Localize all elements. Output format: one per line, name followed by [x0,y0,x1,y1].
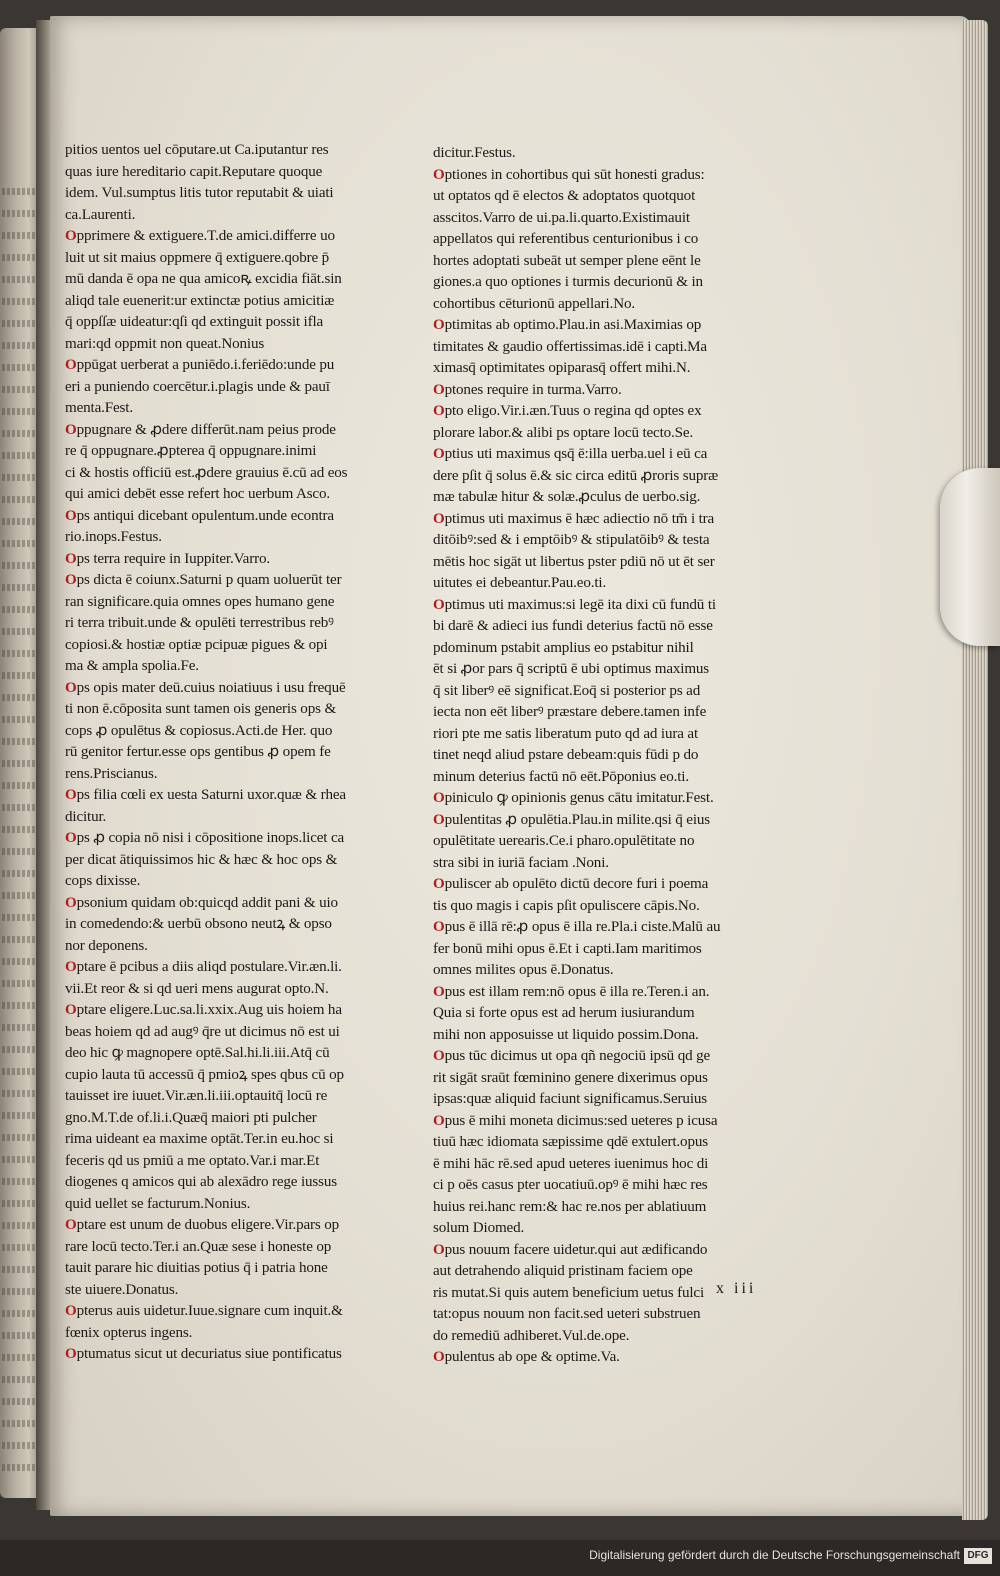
text-line: idem. Vul.sumptus litis tutor reputabit & uiati [65,185,334,201]
facing-page-text-trace [2,386,36,393]
text-line: Opus ē illā rē:ꝓ opus ē illa re.Pla.i ciste.Malū au [433,919,721,935]
facing-page-text-trace [2,1420,36,1427]
rubricated-initial: O [65,421,77,438]
text-line: mētis hoc sigāt ut libertus pster pdiū nō ut ēt ser [433,553,715,570]
text-line: mari:qd oppmit non queat.Nonius [65,335,265,352]
rubricated-initial: O [433,790,445,806]
text-line: nor deponens. [65,937,148,954]
text-line: cohortibus cēturionū appellari.No. [433,295,635,312]
text-line: mū danda ē opa ne qua amicoꝶ excidia fiāt.sin [65,271,342,287]
text-line: beas hoiem qd ad augꝰ q̄re ut dicimus nō est ui [65,1023,340,1040]
text-line: tauit parare hic diuitias potius q̄ i patria hone [65,1260,328,1276]
facing-page-text-trace [2,1288,36,1295]
rubricated-initial: O [65,679,77,696]
text-line: ci p oēs casus pter uocatiuū.opꝰ ē mihi hæc res [433,1177,708,1193]
facing-page-text-trace [2,430,36,437]
text-line: Oppūgat uerberat a puniēdo.i.feriēdo:unde pu [65,357,335,373]
rubricated-initial: O [433,317,445,333]
text-line: eri a puniendo coercētur.i.plagis unde & pauī [65,378,330,395]
rubricated-initial: O [433,381,445,398]
rubricated-initial: O [433,596,445,613]
facing-page-text-trace [2,540,36,547]
text-line: cops dixisse. [65,873,141,889]
text-line: Ops ꝓ copia nō nisi i cōpositione inops.licet ca [65,830,345,846]
facing-page-text-trace [2,408,36,415]
text-line: minum deterius factū nō eēt.Pōponius eo.ti. [433,768,689,785]
facing-page-text-trace [2,826,36,833]
text-line: per dicat ātiquissimos hic & hæc & hoc ops & [65,851,338,868]
facing-page-text-trace [2,1090,36,1097]
text-line: ti non ē.cōposita sunt tamen ois generis ops & [65,701,337,717]
facing-page-text-trace [2,320,36,327]
facing-page-text-trace [2,298,36,305]
rubricated-initial: O [65,357,77,373]
facing-page-text-trace [2,1002,36,1009]
facing-page-text-trace [2,782,36,789]
text-line: rū genitor fertur.esse ops gentibus ꝓ opem fe [65,744,331,760]
facing-page-text-trace [2,936,36,943]
text-line: Oppugnare & ꝓdere differūt.nam peius prode [65,421,336,438]
text-line: Opus est illam rem:nō opus ē illa re.Teren.i an. [433,983,710,1000]
text-line: rit sigāt sraūt fœminino genere dixerimus opus [433,1069,708,1086]
text-line: Opsonium quidam ob:quicqd addit pani & uio [65,894,338,911]
page-clip [940,468,1000,646]
facing-page-text-trace [2,1354,36,1361]
rubricated-initial: O [433,1349,445,1365]
text-line: ri terra tribuit.unde & opulēti terrestribus rebꝰ [65,615,334,631]
text-line: iecta non eēt liberꝰ præstare debere.tamen infe [433,704,707,720]
text-line: aliqd tale euenerit:ur extinctæ potius amicitiæ [65,292,335,309]
rubricated-initial: O [65,228,77,244]
text-line: feceris qd us pmiū a me optato.Var.i mar.Et [65,1152,320,1169]
digitization-credit: Digitalisierung gefördert durch die Deutsche Forschungsgemeinschaft [589,1548,960,1562]
facing-page-text-trace [2,1376,36,1383]
facing-page-text-trace [2,276,36,283]
text-line: tat:opus nouum non facit.sed ueteri substruen [433,1306,701,1322]
rubricated-initial: O [433,1112,445,1129]
text-line: appellatos qui referentibus centurionibus i co [433,231,699,247]
text-line: Opiniculo ꝙ opinionis genus cātu imitatur.Fest. [433,790,714,806]
facing-page-text-trace [2,672,36,679]
text-line: Optimitas ab optimo.Plau.in asi.Maximias op [433,317,702,333]
text-line: ut optatos qd ē electos & adoptatos quotquot [433,188,696,204]
text-line: Opprimere & extiguere.T.de amici.differre uo [65,228,335,244]
text-line: hortes adoptati subeāt ut semper plene eēnt le [433,252,701,269]
facing-page-text-trace [2,628,36,635]
text-line: plorare labor.& alibi ps optare locū tecto.Se. [433,424,694,441]
facing-page-text-trace [2,958,36,965]
text-line: ipsas:quæ aliquid faciunt significamus.Seruius [433,1091,707,1107]
text-line: ran significare.quia omnes opes humano gene [65,593,335,610]
text-line: pitios uentos uel cōputare.ut Ca.iputantur res [65,142,329,158]
facing-page-text-trace [2,1178,36,1185]
text-line: menta.Fest. [65,400,133,416]
text-line: Opulentitas ꝓ opulētia.Plau.in milite.qsi q̄ eius [433,811,710,828]
facing-page-text-trace [2,1464,36,1471]
text-line: dicitur. [65,808,107,825]
folio-signature: x iii [716,1280,757,1297]
text-line: Opulentus ab ope & optime.Va. [433,1349,620,1365]
text-line: deo hic ꝙ magnopere optē.Sal.hi.li.iii.Atq̄ cū [65,1045,330,1061]
rubricated-initial: O [65,1346,77,1362]
facing-page-text-trace [2,892,36,899]
facing-page-text-trace [2,1134,36,1141]
rubricated-initial: O [65,507,77,524]
facing-page-text-trace [2,870,36,877]
facing-page-text-trace [2,1024,36,1031]
text-line: q̄ sit liberꝰ eē significat.Eoq̄ si posterior ps ad [433,682,701,699]
text-line: Opterus auis uidetur.Iuue.signare cum inquit.& [65,1303,343,1319]
text-line: dicitur.Festus. [433,145,516,161]
dfg-logo: DFG [964,1548,992,1564]
rubricated-initial: O [65,550,77,567]
facing-page-text-trace [2,914,36,921]
text-line: Optare eligere.Luc.sa.li.xxix.Aug uis hoiem ha [65,1002,342,1018]
text-line: solum Diomed. [433,1220,525,1236]
rubricated-initial: O [433,983,445,1000]
text-line: luit ut sit maius oppmere q̄ extiguere.qobre p̄ [65,249,330,266]
text-line: Opuliscer ab opulēto dictū decore furi i poema [433,876,709,892]
text-line: Optimus uti maximus ē hæc adiectio nō tm̄ i tra [433,510,715,527]
text-line: diogenes q amicos qui ab alexādro rege iussus [65,1174,337,1190]
facing-page-text-trace [2,980,36,987]
text-line: q̄ oppſſæ uideatur:qſi qd extinguit possit ifla [65,314,324,330]
text-line: Optius uti maximus qsq̄ ē:illa uerba.uel i eū ca [433,446,708,462]
text-line: Ops dicta ē coiunx.Saturni p quam uoluerūt ter [65,572,342,588]
text-line: Ops opis mater deū.cuius noiatiuus i usu frequē [65,679,346,696]
text-line: aut detrahendo aliquid pristinam faciem ope [433,1263,693,1279]
facing-page-text-trace [2,1112,36,1119]
text-line: timitates & gaudio offertissimas.idē i capti.Ma [433,338,707,355]
text-line: pdominum pstabit amplius eo pstabitur nihil [433,639,694,656]
text-line: quas iure hereditario capit.Reputare quoque [65,163,323,180]
facing-page-text-trace [2,254,36,261]
text-column-right [433,143,795,1369]
text-line: asscitos.Varro de ui.pa.li.quarto.Existimauit [433,209,690,226]
text-line: Ops antiqui dicebant opulentum.unde econtra [65,507,334,524]
text-line: cupio lauta tū accessū q̄ pmioꝝ spes qbus cū op [65,1066,344,1083]
text-line: quid uellet se facturum.Nonius. [65,1195,251,1212]
rubricated-initial: O [65,959,77,975]
facing-page-text-trace [2,562,36,569]
text-line: copiosi.& hostiæ optiæ pcipuæ pigues & opi [65,636,328,653]
text-line: ē mihi hāc rē.sed apud ueteres iuenimus hoc di [433,1155,709,1172]
facing-page-text-trace [2,1332,36,1339]
text-line: Ops filia cœli ex uesta Saturni uxor.quæ & rhea [65,787,346,803]
facing-page-text-trace [2,364,36,371]
text-line: opulētitate uerearis.Ce.i pharo.opulētitate no [433,833,695,849]
facing-page-text-trace [2,584,36,591]
text-line: gno.M.T.de of.li.i.Quæq̄ maiori pti pulcher [65,1109,317,1126]
rubricated-initial: O [433,166,445,183]
facing-page-text-trace [2,1200,36,1207]
rubricated-initial: O [433,446,445,462]
text-line: mæ tabulæ hitur & solæ.ꝓculus de uerbo.sig. [433,489,701,505]
text-line: Optones require in turma.Varro. [433,381,622,398]
text-line: huius rei.hanc rem:& hac re.nos per ablatiuum [433,1198,707,1215]
facing-page-text-trace [2,1398,36,1405]
facing-page-text-trace [2,1244,36,1251]
facing-page-text-trace [2,496,36,503]
facing-page-text-trace [2,1222,36,1229]
rubricated-initial: O [65,894,77,911]
text-line: ca.Laurenti. [65,206,136,223]
facing-page-text-trace [2,1442,36,1449]
text-line: ma & ampla spolia.Fe. [65,658,199,674]
text-line: rima uideant ea maxime optāt.Ter.in eu.hoc si [65,1131,334,1147]
text-line: stra sibi in iuriā faciam .Noni. [433,854,609,871]
text-line: rare locū tecto.Ter.i an.Quæ sese i honeste op [65,1238,332,1255]
rubricated-initial: O [65,787,77,803]
text-line: Opto eligo.Vir.i.æn.Tuus o regina qd optes ex [433,403,702,419]
text-line: tinet neqd aliud pstare debeam:quis fūdi p do [433,747,699,763]
text-line: Optare ē pcibus a diis aliqd postulare.Vir.æn.li. [65,959,342,975]
facing-page-text-trace [2,694,36,701]
text-line: Optiones in cohortibus qui sūt honesti gradus: [433,166,705,183]
text-line: Quia si forte opus est ad herum iusiurandum [433,1005,695,1021]
text-line: ste uiuere.Donatus. [65,1281,179,1298]
text-line: dere pſit q̄ solus ē.& sic circa editū ꝓroris supræ [433,467,719,484]
text-line: ris mutat.Si quis autem beneficium uetus fulci [433,1284,705,1301]
text-line: tauisset ire iuuet.Vir.æn.li.iii.optauitq̄ locū re [65,1088,328,1104]
text-line: Opus ē mihi moneta dicimus:sed ueteres p icusa [433,1112,718,1129]
text-line: ditōibꝰ:sed & i emptōibꝰ & stipulatōibꝰ & testa [433,532,710,548]
facing-page-text-trace [2,1266,36,1273]
text-line: ci & hostis officiū est.ꝓdere grauius ē.cū ad eos [65,464,348,481]
facing-page-text-trace [2,848,36,855]
facing-page-text-trace [2,1046,36,1053]
text-line: fer bonū mihi opus ē.Et i capti.Iam maritimos [433,940,702,957]
text-line: tiuū hæc idiomata sæpissime qdē extulert.opus [433,1134,708,1150]
facing-page-text-trace [2,760,36,767]
text-line: Opus tūc dicimus ut opa qñ negociū ipsū qd ge [433,1048,711,1064]
rubricated-initial: O [433,1048,445,1064]
text-line: re q̄ oppugnare.ꝓpterea q̄ oppugnare.inimi [65,443,317,459]
text-line: Optimus uti maximus:si legē ita dixi cū fundū ti [433,596,716,613]
rubricated-initial: O [433,919,445,935]
text-line: Optumatus sicut ut decuriatus siue pontificatus [65,1346,342,1362]
text-line: Opus nouum facere uidetur.qui aut ædificando [433,1241,708,1258]
text-line: omnes milites opus ē.Donatus. [433,962,614,978]
facing-page-text-trace [2,650,36,657]
text-line: fœnix opterus ingens. [65,1324,193,1341]
facing-page-text-trace [2,518,36,525]
text-line: ēt si ꝓor pars q̄ scriptū ē ubi optimus maximus [433,661,710,677]
rubricated-initial: O [65,830,77,846]
rubricated-initial: O [433,403,445,419]
text-line: Optare est unum de duobus eligere.Vir.pars op [65,1217,340,1233]
text-line: uitutes ei debeantur.Pau.eo.ti. [433,575,607,591]
page-stack-edges [962,20,988,1520]
facing-page-text-trace [2,210,36,217]
text-line: giones.a quo optiones i turmis decurionū & in [433,274,703,290]
facing-page-text-trace [2,232,36,239]
text-column-left [65,140,417,1366]
text-line: Ops terra require in Iuppiter.Varro. [65,550,271,567]
text-line: cops ꝓ opulētus & copiosus.Acti.de Her. quo [65,722,333,739]
rubricated-initial: O [433,510,445,527]
facing-page-text-trace [2,1156,36,1163]
text-line: bi darē & adieci ius fundi deterius factū nō esse [433,618,713,634]
facing-page-text-trace [2,716,36,723]
text-line: do remediū adhiberet.Vul.de.ope. [433,1327,630,1344]
facing-page-text-trace [2,606,36,613]
rubricated-initial: O [433,876,445,892]
rubricated-initial: O [433,1241,445,1258]
facing-page-text-trace [2,1068,36,1075]
rubricated-initial: O [65,1002,77,1018]
text-line: qui amici debēt esse refert hoc uerbum Asco. [65,486,330,502]
text-line: vii.Et reor & si qd ueri mens augurat opto.N. [65,980,329,997]
text-line: tis quo magis i capis pſit opuliscere cāpis.No. [433,897,700,914]
rubricated-initial: O [65,572,77,588]
facing-page-text-trace [2,452,36,459]
facing-page-text-trace [2,804,36,811]
text-line: rens.Priscianus. [65,765,158,782]
text-line: mihi non apposuisse ut liquido possim.Dona. [433,1026,699,1043]
facing-page-text-trace [2,342,36,349]
text-line: in comedendo:& uerbū obsono neutꝝ & opso [65,916,332,932]
text-line: riori pte me satis liberatum puto qd ad iura at [433,725,698,742]
facing-page-text-trace [2,474,36,481]
facing-page-edge [0,28,38,1498]
text-line: rio.inops.Festus. [65,529,162,545]
facing-page-text-trace [2,188,36,195]
rubricated-initial: O [65,1217,77,1233]
text-line: ximasq̄ optimitates opiparasq̄ offert mihi.N. [433,360,691,376]
facing-page-text-trace [2,738,36,745]
rubricated-initial: O [433,811,445,828]
facing-page-text-trace [2,1310,36,1317]
rubricated-initial: O [65,1303,77,1319]
